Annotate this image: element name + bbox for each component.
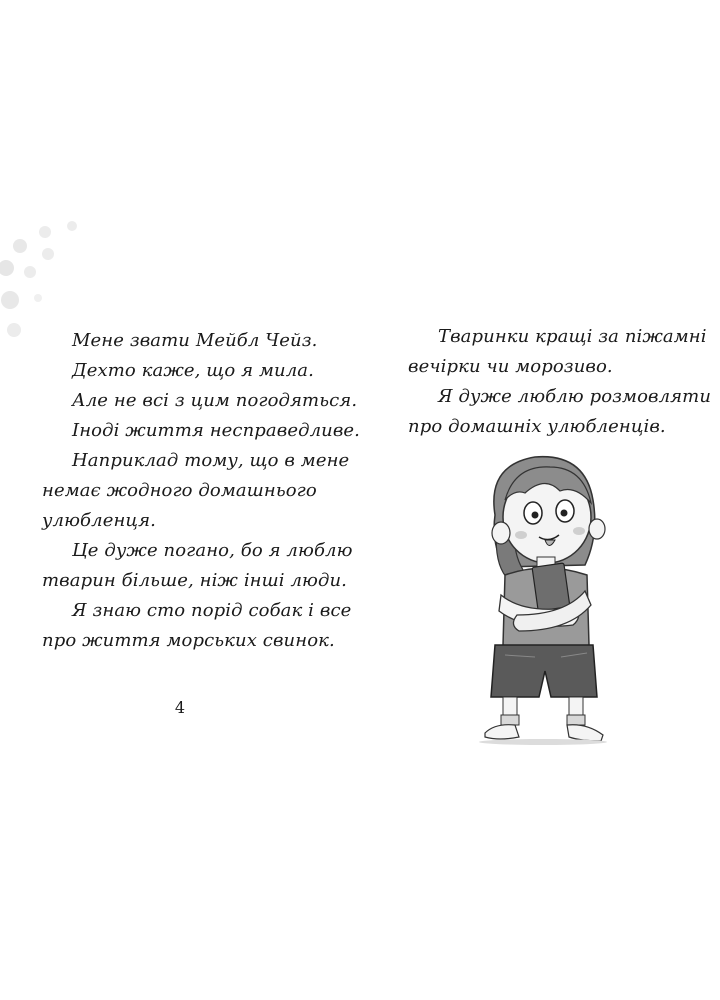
right-page-text (408, 322, 712, 442)
text-line: Тваринки кращі за піжамні (438, 326, 707, 347)
text-line: Наприклад тому, що в мене (72, 450, 350, 471)
text-line: Але не всі з цим погодяться. (72, 390, 358, 411)
text-line: Дехто каже, що я мила. (72, 360, 314, 381)
text-line: вечірки чи морозиво. (408, 356, 613, 377)
text-line: Це дуже погано, бо я люблю (72, 540, 353, 561)
text-line: Я знаю сто порід собак і все (72, 600, 352, 621)
page-number: 4 (174, 698, 186, 717)
text-line: про життя морських свинок. (42, 630, 335, 651)
text-line: Я дуже люблю розмовляти (438, 386, 712, 407)
text-line: улюбленця. (42, 510, 156, 531)
text-line: Іноді життя несправедливе. (72, 420, 360, 441)
text-line: немає жодного домашнього (42, 480, 317, 501)
text-line: про домашніх улюбленців. (408, 416, 666, 437)
left-page-text (42, 326, 360, 656)
text-line: Мене звати Мейбл Чейз. (72, 330, 318, 351)
girl-illustration (465, 445, 615, 745)
text-line: тварин більше, ніж інші люди. (42, 570, 347, 591)
decorative-dots (0, 0, 120, 360)
